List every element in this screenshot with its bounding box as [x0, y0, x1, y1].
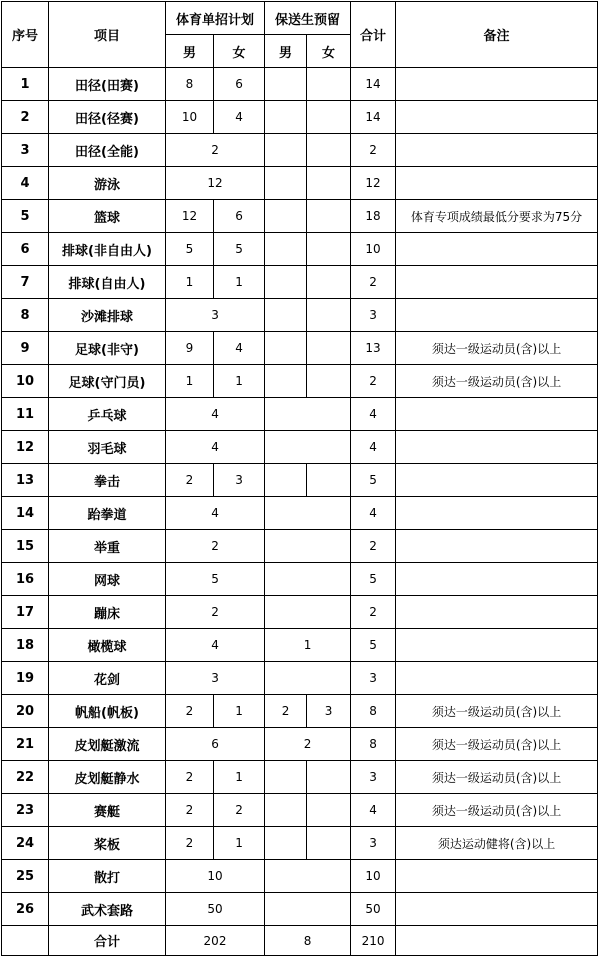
cell-reserve-male	[265, 134, 307, 167]
table-row	[2, 728, 598, 761]
cell-plan-female: 1	[214, 365, 265, 398]
cell-plan-female: 2	[214, 794, 265, 827]
cell-note: 须达运动健将(含)以上	[396, 827, 598, 860]
cell-reserve-male	[265, 794, 307, 827]
cell-plan-male: 2	[166, 464, 214, 497]
cell-total: 5	[351, 464, 396, 497]
cell-plan-male: 2	[166, 827, 214, 860]
header-total: 合计	[351, 2, 396, 68]
cell-total: 8	[351, 695, 396, 728]
cell-seq: 20	[2, 695, 49, 728]
cell-seq: 14	[2, 497, 49, 530]
cell-item: 花剑	[49, 662, 166, 695]
table-row	[2, 332, 598, 365]
table-row	[2, 431, 598, 464]
cell-item: 赛艇	[49, 794, 166, 827]
cell-reserve-female	[307, 299, 351, 332]
cell-note	[396, 596, 598, 629]
cell-plan-female: 3	[214, 464, 265, 497]
cell-plan-male: 1	[166, 365, 214, 398]
cell-total: 14	[351, 68, 396, 101]
cell-reserve-male	[265, 299, 307, 332]
header-plan: 体育单招计划	[166, 2, 265, 35]
cell-seq: 5	[2, 200, 49, 233]
cell-item: 网球	[49, 563, 166, 596]
cell-seq: 26	[2, 893, 49, 926]
cell-note	[396, 530, 598, 563]
cell-plan-male: 2	[166, 695, 214, 728]
cell-item: 橄榄球	[49, 629, 166, 662]
cell-item: 散打	[49, 860, 166, 893]
table-row	[2, 299, 598, 332]
table-row	[2, 629, 598, 662]
cell-total: 3	[351, 299, 396, 332]
cell-reserve-merged	[265, 596, 351, 629]
table-row	[2, 266, 598, 299]
cell-item: 排球(非自由人)	[49, 233, 166, 266]
cell-item: 桨板	[49, 827, 166, 860]
table-row	[2, 530, 598, 563]
cell-reserve-male	[265, 464, 307, 497]
cell-reserve-male	[265, 233, 307, 266]
cell-item: 排球(自由人)	[49, 266, 166, 299]
cell-plan-male: 2	[166, 794, 214, 827]
cell-item: 田径(全能)	[49, 134, 166, 167]
cell-total: 3	[351, 827, 396, 860]
table-row	[2, 860, 598, 893]
table-row	[2, 827, 598, 860]
cell-seq: 2	[2, 101, 49, 134]
cell-reserve-merged	[265, 398, 351, 431]
header-reserve-female: 女	[307, 35, 351, 68]
cell-note: 须达一级运动员(含)以上	[396, 695, 598, 728]
cell-reserve-male	[265, 365, 307, 398]
cell-total: 2	[351, 530, 396, 563]
cell-note: 须达一级运动员(含)以上	[396, 332, 598, 365]
cell-reserve-merged: 2	[265, 728, 351, 761]
cell-note	[396, 662, 598, 695]
cell-plan-female: 1	[214, 761, 265, 794]
cell-note	[396, 233, 598, 266]
cell-seq: 4	[2, 167, 49, 200]
summary-plan: 202	[166, 926, 265, 956]
cell-total: 10	[351, 860, 396, 893]
cell-plan-merged: 50	[166, 893, 265, 926]
cell-note	[396, 893, 598, 926]
cell-item: 拳击	[49, 464, 166, 497]
cell-reserve-female	[307, 464, 351, 497]
cell-plan-merged: 12	[166, 167, 265, 200]
cell-note: 须达一级运动员(含)以上	[396, 761, 598, 794]
cell-seq: 6	[2, 233, 49, 266]
cell-item: 田径(径赛)	[49, 101, 166, 134]
cell-item: 蹦床	[49, 596, 166, 629]
cell-item: 举重	[49, 530, 166, 563]
cell-total: 4	[351, 431, 396, 464]
summary-row	[2, 926, 598, 956]
cell-item: 足球(非守)	[49, 332, 166, 365]
header-item: 项目	[49, 2, 166, 68]
cell-reserve-female	[307, 365, 351, 398]
cell-reserve-female	[307, 761, 351, 794]
cell-seq: 7	[2, 266, 49, 299]
cell-seq: 13	[2, 464, 49, 497]
table-row	[2, 695, 598, 728]
cell-total: 13	[351, 332, 396, 365]
cell-total: 4	[351, 794, 396, 827]
cell-reserve-merged: 1	[265, 629, 351, 662]
cell-note	[396, 860, 598, 893]
cell-reserve-male	[265, 761, 307, 794]
cell-total: 5	[351, 629, 396, 662]
table-row	[2, 893, 598, 926]
table-row	[2, 497, 598, 530]
cell-note	[396, 497, 598, 530]
cell-plan-merged: 2	[166, 530, 265, 563]
cell-reserve-male	[265, 68, 307, 101]
cell-reserve-female	[307, 266, 351, 299]
cell-seq: 17	[2, 596, 49, 629]
cell-seq: 3	[2, 134, 49, 167]
cell-seq: 16	[2, 563, 49, 596]
cell-plan-female: 6	[214, 68, 265, 101]
cell-plan-merged: 4	[166, 497, 265, 530]
table-row	[2, 68, 598, 101]
cell-reserve-female	[307, 233, 351, 266]
cell-note	[396, 431, 598, 464]
cell-reserve-male	[265, 332, 307, 365]
cell-total: 2	[351, 134, 396, 167]
cell-seq: 8	[2, 299, 49, 332]
table-row	[2, 167, 598, 200]
cell-seq: 1	[2, 68, 49, 101]
header-reserve: 保送生预留	[265, 2, 351, 35]
cell-reserve-merged	[265, 431, 351, 464]
summary-label: 合计	[49, 926, 166, 956]
enrollment-plan-table	[1, 1, 598, 956]
cell-note	[396, 563, 598, 596]
cell-note	[396, 101, 598, 134]
cell-reserve-female	[307, 332, 351, 365]
cell-total: 18	[351, 200, 396, 233]
cell-plan-merged: 3	[166, 662, 265, 695]
table-row	[2, 761, 598, 794]
cell-plan-male: 12	[166, 200, 214, 233]
cell-total: 5	[351, 563, 396, 596]
cell-note: 体育专项成绩最低分要求为75分	[396, 200, 598, 233]
cell-seq: 11	[2, 398, 49, 431]
cell-reserve-merged	[265, 662, 351, 695]
cell-seq: 23	[2, 794, 49, 827]
cell-plan-male: 2	[166, 761, 214, 794]
cell-item: 皮划艇静水	[49, 761, 166, 794]
cell-total: 10	[351, 233, 396, 266]
table-row	[2, 365, 598, 398]
header-seq: 序号	[2, 2, 49, 68]
cell-item: 沙滩排球	[49, 299, 166, 332]
cell-plan-merged: 5	[166, 563, 265, 596]
cell-reserve-merged	[265, 530, 351, 563]
cell-note: 须达一级运动员(含)以上	[396, 365, 598, 398]
cell-item: 武术套路	[49, 893, 166, 926]
cell-total: 8	[351, 728, 396, 761]
cell-plan-male: 1	[166, 266, 214, 299]
cell-reserve-female	[307, 827, 351, 860]
cell-total: 3	[351, 662, 396, 695]
cell-item: 乒乓球	[49, 398, 166, 431]
cell-plan-male: 8	[166, 68, 214, 101]
cell-reserve-female	[307, 101, 351, 134]
cell-plan-merged: 4	[166, 431, 265, 464]
table-row	[2, 200, 598, 233]
cell-item: 田径(田赛)	[49, 68, 166, 101]
cell-plan-female: 1	[214, 266, 265, 299]
cell-item: 帆船(帆板)	[49, 695, 166, 728]
cell-reserve-male	[265, 167, 307, 200]
cell-seq	[2, 926, 49, 956]
cell-note: 须达一级运动员(含)以上	[396, 794, 598, 827]
header-note: 备注	[396, 2, 598, 68]
cell-note	[396, 629, 598, 662]
cell-seq: 12	[2, 431, 49, 464]
cell-plan-merged: 10	[166, 860, 265, 893]
cell-total: 2	[351, 365, 396, 398]
cell-total: 3	[351, 761, 396, 794]
cell-note	[396, 464, 598, 497]
cell-total: 2	[351, 266, 396, 299]
header-row-1	[2, 2, 598, 35]
cell-plan-male: 10	[166, 101, 214, 134]
cell-plan-female: 1	[214, 827, 265, 860]
cell-reserve-male	[265, 827, 307, 860]
cell-plan-female: 4	[214, 101, 265, 134]
cell-total: 4	[351, 398, 396, 431]
cell-seq: 10	[2, 365, 49, 398]
table-row	[2, 134, 598, 167]
table-row	[2, 101, 598, 134]
cell-reserve-female	[307, 134, 351, 167]
header-plan-female: 女	[214, 35, 265, 68]
cell-total: 14	[351, 101, 396, 134]
cell-reserve-female	[307, 68, 351, 101]
cell-seq: 19	[2, 662, 49, 695]
cell-plan-female: 6	[214, 200, 265, 233]
cell-plan-male: 9	[166, 332, 214, 365]
cell-reserve-female	[307, 167, 351, 200]
cell-plan-merged: 3	[166, 299, 265, 332]
header-plan-male: 男	[166, 35, 214, 68]
cell-seq: 24	[2, 827, 49, 860]
summary-total: 210	[351, 926, 396, 956]
table-body	[2, 68, 598, 956]
cell-total: 50	[351, 893, 396, 926]
cell-total: 2	[351, 596, 396, 629]
cell-plan-merged: 6	[166, 728, 265, 761]
header-reserve-male: 男	[265, 35, 307, 68]
cell-reserve-merged	[265, 497, 351, 530]
cell-seq: 25	[2, 860, 49, 893]
cell-item: 跆拳道	[49, 497, 166, 530]
cell-seq: 9	[2, 332, 49, 365]
table-row	[2, 596, 598, 629]
cell-plan-merged: 2	[166, 596, 265, 629]
cell-reserve-male	[265, 266, 307, 299]
cell-reserve-merged	[265, 860, 351, 893]
cell-seq: 18	[2, 629, 49, 662]
table-row	[2, 794, 598, 827]
cell-item: 篮球	[49, 200, 166, 233]
cell-plan-merged: 4	[166, 398, 265, 431]
cell-item: 游泳	[49, 167, 166, 200]
cell-plan-female: 5	[214, 233, 265, 266]
cell-reserve-male	[265, 101, 307, 134]
cell-note	[396, 299, 598, 332]
cell-plan-female: 4	[214, 332, 265, 365]
cell-reserve-female: 3	[307, 695, 351, 728]
cell-reserve-merged	[265, 893, 351, 926]
table-row	[2, 464, 598, 497]
cell-seq: 15	[2, 530, 49, 563]
cell-total: 12	[351, 167, 396, 200]
cell-plan-male: 5	[166, 233, 214, 266]
cell-reserve-female	[307, 794, 351, 827]
summary-note	[396, 926, 598, 956]
cell-reserve-female	[307, 200, 351, 233]
cell-item: 羽毛球	[49, 431, 166, 464]
cell-note	[396, 398, 598, 431]
cell-reserve-male	[265, 200, 307, 233]
cell-seq: 21	[2, 728, 49, 761]
cell-total: 4	[351, 497, 396, 530]
table-row	[2, 662, 598, 695]
cell-note	[396, 68, 598, 101]
cell-item: 足球(守门员)	[49, 365, 166, 398]
table-row	[2, 563, 598, 596]
cell-plan-merged: 4	[166, 629, 265, 662]
cell-plan-merged: 2	[166, 134, 265, 167]
cell-note	[396, 167, 598, 200]
cell-item: 皮划艇激流	[49, 728, 166, 761]
table-row	[2, 398, 598, 431]
cell-plan-female: 1	[214, 695, 265, 728]
cell-seq: 22	[2, 761, 49, 794]
summary-reserve: 8	[265, 926, 351, 956]
cell-reserve-merged	[265, 563, 351, 596]
cell-note	[396, 134, 598, 167]
table-row	[2, 233, 598, 266]
cell-note: 须达一级运动员(含)以上	[396, 728, 598, 761]
cell-reserve-male: 2	[265, 695, 307, 728]
cell-note	[396, 266, 598, 299]
